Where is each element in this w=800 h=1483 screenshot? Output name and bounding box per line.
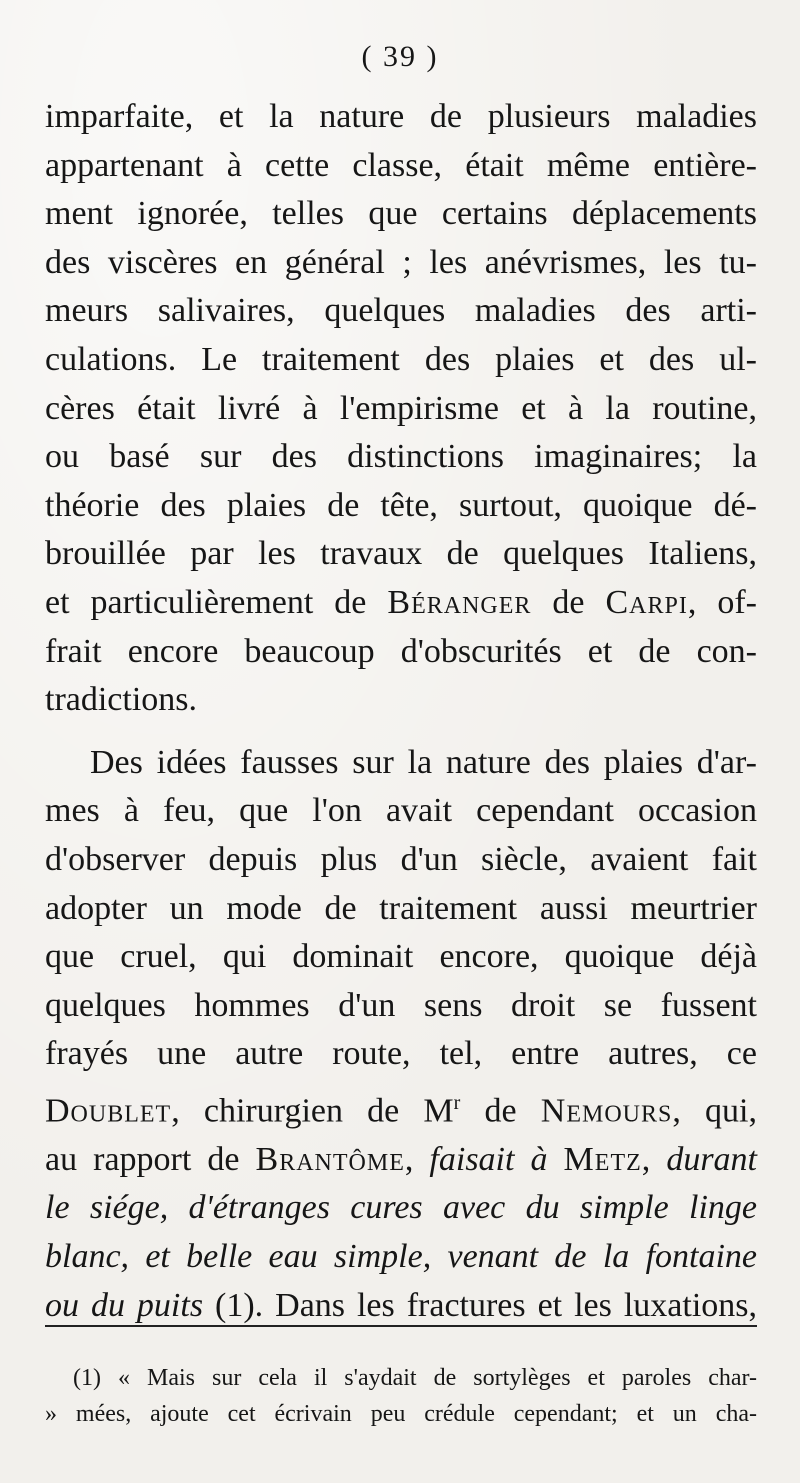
proper-name: Carpi bbox=[605, 583, 688, 621]
text-fragment: , bbox=[404, 1140, 430, 1178]
text-line bbox=[45, 1282, 757, 1331]
footnote-line: » mées, ajoute cet écrivain peu crédule cependant; et un cha- bbox=[45, 1401, 757, 1427]
text-line bbox=[45, 1079, 757, 1136]
text-line: adopter un mode de traitement aussi meurtrier bbox=[45, 889, 757, 927]
italic-quote: faisait à bbox=[429, 1140, 564, 1178]
text-line: imparfaite, et la nature de plusieurs maladies bbox=[45, 98, 757, 135]
text-line: que cruel, qui dominait encore, quoique déjà bbox=[45, 938, 757, 976]
text-fragment: , bbox=[641, 1140, 667, 1178]
text-line bbox=[45, 579, 757, 628]
proper-name: Doublet bbox=[45, 1092, 172, 1130]
body-text bbox=[45, 93, 757, 1330]
text-line: ment ignorée, telles que certains déplacements bbox=[45, 195, 757, 233]
text-line: tradictions. bbox=[45, 681, 198, 719]
italic-quote-line: le siége, d'étranges cures avec du simple linge bbox=[45, 1189, 757, 1227]
text-fragment: et particulièrement de bbox=[45, 583, 388, 621]
text-line: quelques hommes d'un sens droit se fussent bbox=[45, 986, 757, 1024]
text-fragment: (1). Dans les fractures et les luxations, bbox=[203, 1286, 757, 1324]
text-line: appartenant à cette classe, était même entière- bbox=[45, 146, 757, 184]
footnote bbox=[45, 1360, 757, 1432]
text-line: mes à feu, que l'on avait cependant occasion bbox=[45, 792, 757, 830]
text-line: frayés une autre route, tel, entre autres, ce bbox=[45, 1035, 757, 1073]
italic-quote: ou du puits bbox=[45, 1286, 204, 1324]
proper-name: Metz bbox=[563, 1140, 642, 1178]
text-fragment: , of- bbox=[687, 583, 757, 621]
page-number: ( 39 ) bbox=[361, 40, 439, 73]
footnote-rule bbox=[45, 1325, 757, 1327]
text-line: frait encore beaucoup d'obscurités et de con- bbox=[45, 632, 757, 670]
italic-quote-line: blanc, et belle eau simple, venant de la fontaine bbox=[45, 1237, 757, 1275]
text-fragment: de bbox=[460, 1092, 541, 1130]
text-line: théorie des plaies de tête, surtout, quoique dé- bbox=[45, 486, 757, 524]
text-fragment: de bbox=[531, 583, 606, 621]
footnote-line: (1) « Mais sur cela il s'aydait de sortylèges et paroles char- bbox=[73, 1365, 757, 1391]
text-fragment: au rapport de bbox=[45, 1140, 256, 1178]
text-line: brouillée par les travaux de quelques Italiens, bbox=[45, 535, 757, 573]
text-fragment: , qui, bbox=[672, 1092, 757, 1130]
proper-name: Brantôme bbox=[255, 1140, 405, 1178]
text-line: meurs salivaires, quelques maladies des arti- bbox=[45, 292, 757, 330]
text-line: culations. Le traitement des plaies et des ul- bbox=[45, 340, 757, 378]
proper-name: Béranger bbox=[387, 583, 532, 621]
text-fragment: , chirurgien de M bbox=[171, 1092, 454, 1130]
text-line bbox=[45, 1136, 757, 1185]
proper-name: Nemours bbox=[540, 1092, 673, 1130]
text-line: des viscères en général ; les anévrismes, les tu- bbox=[45, 243, 757, 281]
text-line: Des idées fausses sur la nature des plaies d'ar- bbox=[90, 743, 757, 781]
superscript: r bbox=[453, 1091, 461, 1114]
text-line: ou basé sur des distinctions imaginaires; la bbox=[45, 438, 757, 476]
text-line: d'observer depuis plus d'un siècle, avaient fait bbox=[45, 840, 757, 878]
text-line: cères était livré à l'empirisme et à la routine, bbox=[45, 389, 757, 427]
italic-quote: durant bbox=[666, 1140, 758, 1178]
